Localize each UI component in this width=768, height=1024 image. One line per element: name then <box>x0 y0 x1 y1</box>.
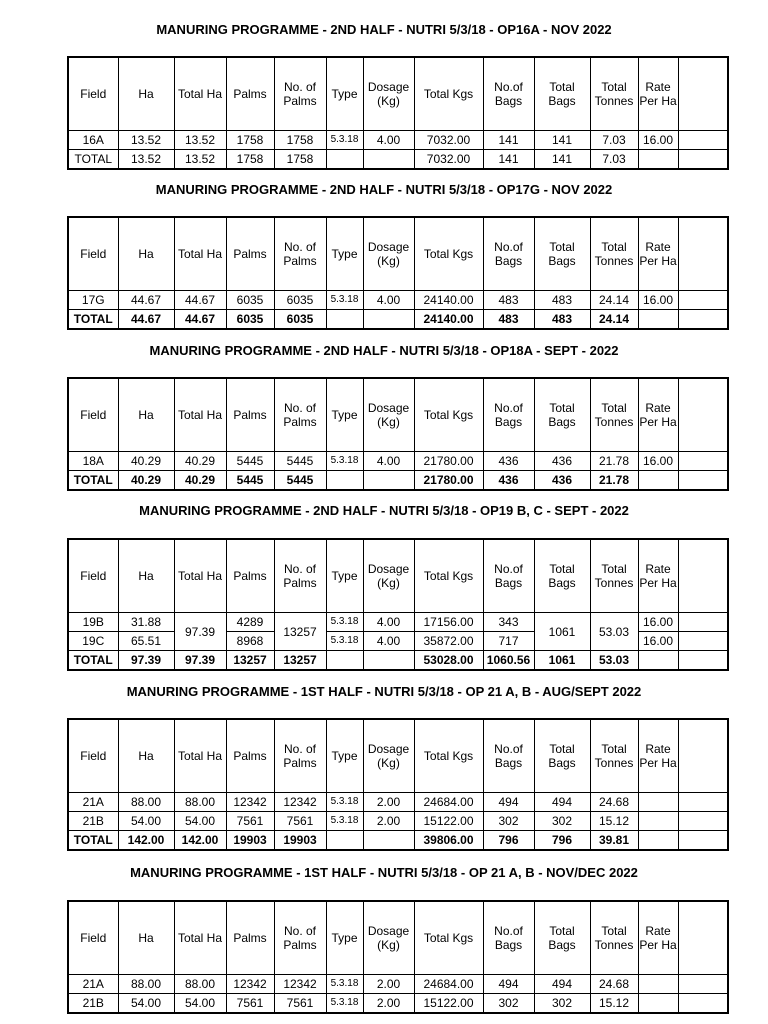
cell: 1758 <box>226 150 274 170</box>
merged-total-ha: 97.39 <box>174 613 226 651</box>
col-rate-per-ha: Rate Per Ha <box>638 217 678 291</box>
cell: 141 <box>534 131 590 150</box>
table-row <box>68 613 728 632</box>
cell: 15122.00 <box>414 994 483 1014</box>
table-title: MANURING PROGRAMME - 1ST HALF - NUTRI 5/3/18 - OP 21 A, B - AUG/SEPT 2022 <box>126 684 642 699</box>
col-ha: Ha <box>118 378 174 452</box>
data-table <box>67 538 729 671</box>
cell: TOTAL <box>68 651 118 671</box>
col-no-of-bags: No.of Bags <box>483 539 534 613</box>
cell: 302 <box>534 994 590 1014</box>
cell: 16.00 <box>638 131 678 150</box>
col-total-tonnes: Total Tonnes <box>590 217 638 291</box>
col-type: Type <box>326 901 363 975</box>
cell: 142.00 <box>174 831 226 851</box>
cell: 21B <box>68 812 118 831</box>
cell: 6035 <box>226 310 274 330</box>
cell: 65.51 <box>118 632 174 651</box>
cell: 16.00 <box>638 613 678 632</box>
data-table <box>67 377 729 491</box>
cell: TOTAL <box>68 831 118 851</box>
cell: 302 <box>483 812 534 831</box>
cell <box>363 310 414 330</box>
merged-total-bags: 1061 <box>534 613 590 651</box>
cell <box>638 310 678 330</box>
data-table <box>67 56 729 170</box>
col-total-kgs: Total Kgs <box>414 901 483 975</box>
col-blank <box>678 57 728 131</box>
cell: 4289 <box>226 613 274 632</box>
col-no-of-palms: No. of Palms <box>274 378 326 452</box>
cell: 141 <box>483 131 534 150</box>
cell: 7561 <box>274 812 326 831</box>
cell <box>326 831 363 851</box>
col-ha: Ha <box>118 217 174 291</box>
cell: 13.52 <box>118 131 174 150</box>
cell: 44.67 <box>174 310 226 330</box>
cell: 16.00 <box>638 452 678 471</box>
col-type: Type <box>326 217 363 291</box>
cell: 97.39 <box>118 651 174 671</box>
cell <box>638 150 678 170</box>
cell: 21A <box>68 793 118 812</box>
cell: 5.3.18 <box>326 291 363 310</box>
col-total-ha: Total Ha <box>174 539 226 613</box>
col-blank <box>678 539 728 613</box>
cell: 15122.00 <box>414 812 483 831</box>
cell: 436 <box>534 452 590 471</box>
col-no-of-palms: No. of Palms <box>274 901 326 975</box>
cell: 13257 <box>226 651 274 671</box>
col-blank <box>678 901 728 975</box>
cell: 796 <box>483 831 534 851</box>
cell: 483 <box>534 291 590 310</box>
cell: 16A <box>68 131 118 150</box>
col-ha: Ha <box>118 719 174 793</box>
cell <box>678 150 728 170</box>
col-no-of-palms: No. of Palms <box>274 539 326 613</box>
cell: 53028.00 <box>414 651 483 671</box>
table-row <box>68 793 728 812</box>
cell: 24140.00 <box>414 310 483 330</box>
col-field: Field <box>68 719 118 793</box>
cell: 5445 <box>274 471 326 491</box>
cell: 5.3.18 <box>326 994 363 1014</box>
cell: 5.3.18 <box>326 975 363 994</box>
cell: 5.3.18 <box>326 812 363 831</box>
cell: 7032.00 <box>414 131 483 150</box>
col-no-of-bags: No.of Bags <box>483 719 534 793</box>
manuring-table-op17g <box>67 216 727 330</box>
cell: 19C <box>68 632 118 651</box>
cell: 44.67 <box>174 291 226 310</box>
col-total-tonnes: Total Tonnes <box>590 901 638 975</box>
cell: 4.00 <box>363 291 414 310</box>
cell <box>638 471 678 491</box>
total-row <box>68 471 728 491</box>
cell <box>638 975 678 994</box>
col-blank <box>678 719 728 793</box>
col-total-ha: Total Ha <box>174 57 226 131</box>
col-total-kgs: Total Kgs <box>414 57 483 131</box>
col-total-ha: Total Ha <box>174 901 226 975</box>
col-total-tonnes: Total Tonnes <box>590 378 638 452</box>
cell: 21A <box>68 975 118 994</box>
cell: 35872.00 <box>414 632 483 651</box>
col-rate-per-ha: Rate Per Ha <box>638 719 678 793</box>
cell: 21.78 <box>590 471 638 491</box>
header-row <box>68 378 728 452</box>
col-total-bags: Total Bags <box>534 901 590 975</box>
cell: 2.00 <box>363 793 414 812</box>
cell: 21780.00 <box>414 452 483 471</box>
cell: 141 <box>483 150 534 170</box>
cell: 5.3.18 <box>326 793 363 812</box>
cell: 7561 <box>226 812 274 831</box>
cell: 24.14 <box>590 291 638 310</box>
cell <box>678 812 728 831</box>
col-dosage: Dosage (Kg) <box>363 378 414 452</box>
cell <box>678 831 728 851</box>
col-rate-per-ha: Rate Per Ha <box>638 378 678 452</box>
col-total-bags: Total Bags <box>534 719 590 793</box>
cell: 21B <box>68 994 118 1014</box>
cell: 4.00 <box>363 131 414 150</box>
cell: 7561 <box>226 994 274 1014</box>
cell <box>678 651 728 671</box>
cell: 24140.00 <box>414 291 483 310</box>
col-no-of-palms: No. of Palms <box>274 217 326 291</box>
cell <box>326 471 363 491</box>
total-row <box>68 310 728 330</box>
cell: 302 <box>483 994 534 1014</box>
cell: 7.03 <box>590 131 638 150</box>
cell: 13257 <box>274 651 326 671</box>
cell: 88.00 <box>118 975 174 994</box>
cell: 7.03 <box>590 150 638 170</box>
col-palms: Palms <box>226 539 274 613</box>
col-blank <box>678 378 728 452</box>
cell: 24.14 <box>590 310 638 330</box>
cell: 1061 <box>534 651 590 671</box>
cell: 6035 <box>274 291 326 310</box>
cell <box>678 793 728 812</box>
col-palms: Palms <box>226 719 274 793</box>
table-row <box>68 452 728 471</box>
cell: 5445 <box>274 452 326 471</box>
cell: 4.00 <box>363 632 414 651</box>
cell <box>678 613 728 632</box>
cell: 12342 <box>274 975 326 994</box>
header-row <box>68 719 728 793</box>
cell: 12342 <box>274 793 326 812</box>
col-dosage: Dosage (Kg) <box>363 217 414 291</box>
cell: 1758 <box>274 131 326 150</box>
table-title: MANURING PROGRAMME - 2ND HALF - NUTRI 5/3/18 - OP19 B, C - SEPT - 2022 <box>139 503 629 518</box>
total-row <box>68 831 728 851</box>
cell <box>363 471 414 491</box>
cell: 15.12 <box>590 812 638 831</box>
col-total-tonnes: Total Tonnes <box>590 719 638 793</box>
cell: 6035 <box>274 310 326 330</box>
cell: 1758 <box>226 131 274 150</box>
cell <box>678 291 728 310</box>
cell: 5445 <box>226 471 274 491</box>
cell: 494 <box>483 793 534 812</box>
col-dosage: Dosage (Kg) <box>363 57 414 131</box>
col-total-kgs: Total Kgs <box>414 378 483 452</box>
cell <box>638 994 678 1014</box>
cell: 494 <box>534 793 590 812</box>
cell: TOTAL <box>68 310 118 330</box>
cell <box>678 632 728 651</box>
cell: 17G <box>68 291 118 310</box>
col-type: Type <box>326 539 363 613</box>
col-total-ha: Total Ha <box>174 378 226 452</box>
table-row <box>68 994 728 1014</box>
header-row <box>68 539 728 613</box>
cell: 16.00 <box>638 291 678 310</box>
cell: 6035 <box>226 291 274 310</box>
cell: 54.00 <box>118 994 174 1014</box>
cell: 88.00 <box>118 793 174 812</box>
cell: 1758 <box>274 150 326 170</box>
col-rate-per-ha: Rate Per Ha <box>638 539 678 613</box>
cell: 13.52 <box>174 131 226 150</box>
col-rate-per-ha: Rate Per Ha <box>638 57 678 131</box>
cell: 53.03 <box>590 651 638 671</box>
manuring-table-op18a <box>67 377 727 491</box>
cell: 4.00 <box>363 613 414 632</box>
cell: 40.29 <box>174 471 226 491</box>
manuring-table-op16a <box>67 56 727 170</box>
col-palms: Palms <box>226 217 274 291</box>
cell <box>326 310 363 330</box>
cell: 24684.00 <box>414 793 483 812</box>
cell: TOTAL <box>68 471 118 491</box>
col-field: Field <box>68 539 118 613</box>
cell: 343 <box>483 613 534 632</box>
cell <box>363 831 414 851</box>
cell: 12342 <box>226 975 274 994</box>
cell: 494 <box>534 975 590 994</box>
table-row <box>68 812 728 831</box>
cell: 436 <box>483 471 534 491</box>
cell: 5.3.18 <box>326 613 363 632</box>
data-table <box>67 900 729 1014</box>
cell: 16.00 <box>638 632 678 651</box>
table-row <box>68 131 728 150</box>
cell: 796 <box>534 831 590 851</box>
cell: 142.00 <box>118 831 174 851</box>
cell: 1060.56 <box>483 651 534 671</box>
cell: 717 <box>483 632 534 651</box>
col-dosage: Dosage (Kg) <box>363 901 414 975</box>
cell: 19B <box>68 613 118 632</box>
cell: 8968 <box>226 632 274 651</box>
cell: 13.52 <box>118 150 174 170</box>
total-row <box>68 150 728 170</box>
manuring-table-op19bc <box>67 538 727 671</box>
cell: 24.68 <box>590 975 638 994</box>
col-type: Type <box>326 57 363 131</box>
cell <box>678 452 728 471</box>
cell <box>326 651 363 671</box>
col-field: Field <box>68 901 118 975</box>
cell: 19903 <box>274 831 326 851</box>
col-total-bags: Total Bags <box>534 378 590 452</box>
cell: 31.88 <box>118 613 174 632</box>
col-total-bags: Total Bags <box>534 217 590 291</box>
cell <box>363 150 414 170</box>
data-table <box>67 216 729 330</box>
cell: 54.00 <box>174 812 226 831</box>
col-total-bags: Total Bags <box>534 539 590 613</box>
col-field: Field <box>68 378 118 452</box>
cell: 54.00 <box>174 994 226 1014</box>
header-row <box>68 217 728 291</box>
col-palms: Palms <box>226 57 274 131</box>
cell: 40.29 <box>118 452 174 471</box>
cell: 483 <box>483 310 534 330</box>
col-field: Field <box>68 57 118 131</box>
data-table <box>67 718 729 851</box>
col-no-of-bags: No.of Bags <box>483 901 534 975</box>
col-total-kgs: Total Kgs <box>414 539 483 613</box>
cell: 7032.00 <box>414 150 483 170</box>
cell: 5.3.18 <box>326 131 363 150</box>
cell: 88.00 <box>174 793 226 812</box>
cell: 88.00 <box>174 975 226 994</box>
col-no-of-palms: No. of Palms <box>274 719 326 793</box>
merged-no-of-palms: 13257 <box>274 613 326 651</box>
cell: 21.78 <box>590 452 638 471</box>
col-total-kgs: Total Kgs <box>414 719 483 793</box>
col-total-kgs: Total Kgs <box>414 217 483 291</box>
col-ha: Ha <box>118 57 174 131</box>
cell: TOTAL <box>68 150 118 170</box>
cell: 141 <box>534 150 590 170</box>
cell: 7561 <box>274 994 326 1014</box>
col-total-tonnes: Total Tonnes <box>590 539 638 613</box>
header-row <box>68 57 728 131</box>
table-title: MANURING PROGRAMME - 2ND HALF - NUTRI 5/3/18 - OP16A - NOV 2022 <box>156 22 612 37</box>
col-no-of-bags: No.of Bags <box>483 57 534 131</box>
cell: 5.3.18 <box>326 452 363 471</box>
col-no-of-bags: No.of Bags <box>483 217 534 291</box>
cell: 483 <box>534 310 590 330</box>
col-field: Field <box>68 217 118 291</box>
cell: 2.00 <box>363 994 414 1014</box>
col-no-of-palms: No. of Palms <box>274 57 326 131</box>
cell: 436 <box>483 452 534 471</box>
col-total-ha: Total Ha <box>174 217 226 291</box>
col-no-of-bags: No.of Bags <box>483 378 534 452</box>
table-row <box>68 291 728 310</box>
col-total-tonnes: Total Tonnes <box>590 57 638 131</box>
col-palms: Palms <box>226 901 274 975</box>
cell: 436 <box>534 471 590 491</box>
cell: 494 <box>483 975 534 994</box>
cell <box>678 994 728 1014</box>
cell: 5.3.18 <box>326 632 363 651</box>
manuring-table-op21ab-nov-dec <box>67 900 727 1014</box>
cell: 24.68 <box>590 793 638 812</box>
cell <box>638 831 678 851</box>
table-title: MANURING PROGRAMME - 2ND HALF - NUTRI 5/3/18 - OP17G - NOV 2022 <box>155 182 613 197</box>
col-type: Type <box>326 378 363 452</box>
cell: 44.67 <box>118 310 174 330</box>
cell: 17156.00 <box>414 613 483 632</box>
cell: 302 <box>534 812 590 831</box>
col-blank <box>678 217 728 291</box>
cell: 4.00 <box>363 452 414 471</box>
cell <box>638 793 678 812</box>
cell <box>638 812 678 831</box>
total-row <box>68 651 728 671</box>
header-row <box>68 901 728 975</box>
cell: 24684.00 <box>414 975 483 994</box>
table-row <box>68 975 728 994</box>
cell: 21780.00 <box>414 471 483 491</box>
col-total-ha: Total Ha <box>174 719 226 793</box>
col-ha: Ha <box>118 901 174 975</box>
cell: 483 <box>483 291 534 310</box>
cell: 18A <box>68 452 118 471</box>
cell <box>638 651 678 671</box>
cell: 2.00 <box>363 975 414 994</box>
cell: 97.39 <box>174 651 226 671</box>
col-rate-per-ha: Rate Per Ha <box>638 901 678 975</box>
cell: 44.67 <box>118 291 174 310</box>
cell: 13.52 <box>174 150 226 170</box>
cell: 19903 <box>226 831 274 851</box>
cell <box>678 975 728 994</box>
cell: 40.29 <box>118 471 174 491</box>
col-type: Type <box>326 719 363 793</box>
cell: 39806.00 <box>414 831 483 851</box>
cell: 2.00 <box>363 812 414 831</box>
merged-total-tonnes: 53.03 <box>590 613 638 651</box>
manuring-table-op21ab-aug-sept <box>67 718 727 851</box>
cell <box>326 150 363 170</box>
cell: 54.00 <box>118 812 174 831</box>
cell: 5445 <box>226 452 274 471</box>
col-palms: Palms <box>226 378 274 452</box>
cell <box>678 310 728 330</box>
cell: 15.12 <box>590 994 638 1014</box>
cell: 40.29 <box>174 452 226 471</box>
cell <box>363 651 414 671</box>
table-title: MANURING PROGRAMME - 1ST HALF - NUTRI 5/3/18 - OP 21 A, B - NOV/DEC 2022 <box>130 865 638 880</box>
col-total-bags: Total Bags <box>534 57 590 131</box>
col-ha: Ha <box>118 539 174 613</box>
table-title: MANURING PROGRAMME - 2ND HALF - NUTRI 5/3/18 - OP18A - SEPT - 2022 <box>149 343 619 358</box>
col-dosage: Dosage (Kg) <box>363 539 414 613</box>
cell <box>678 471 728 491</box>
col-dosage: Dosage (Kg) <box>363 719 414 793</box>
cell: 39.81 <box>590 831 638 851</box>
cell <box>678 131 728 150</box>
cell: 12342 <box>226 793 274 812</box>
